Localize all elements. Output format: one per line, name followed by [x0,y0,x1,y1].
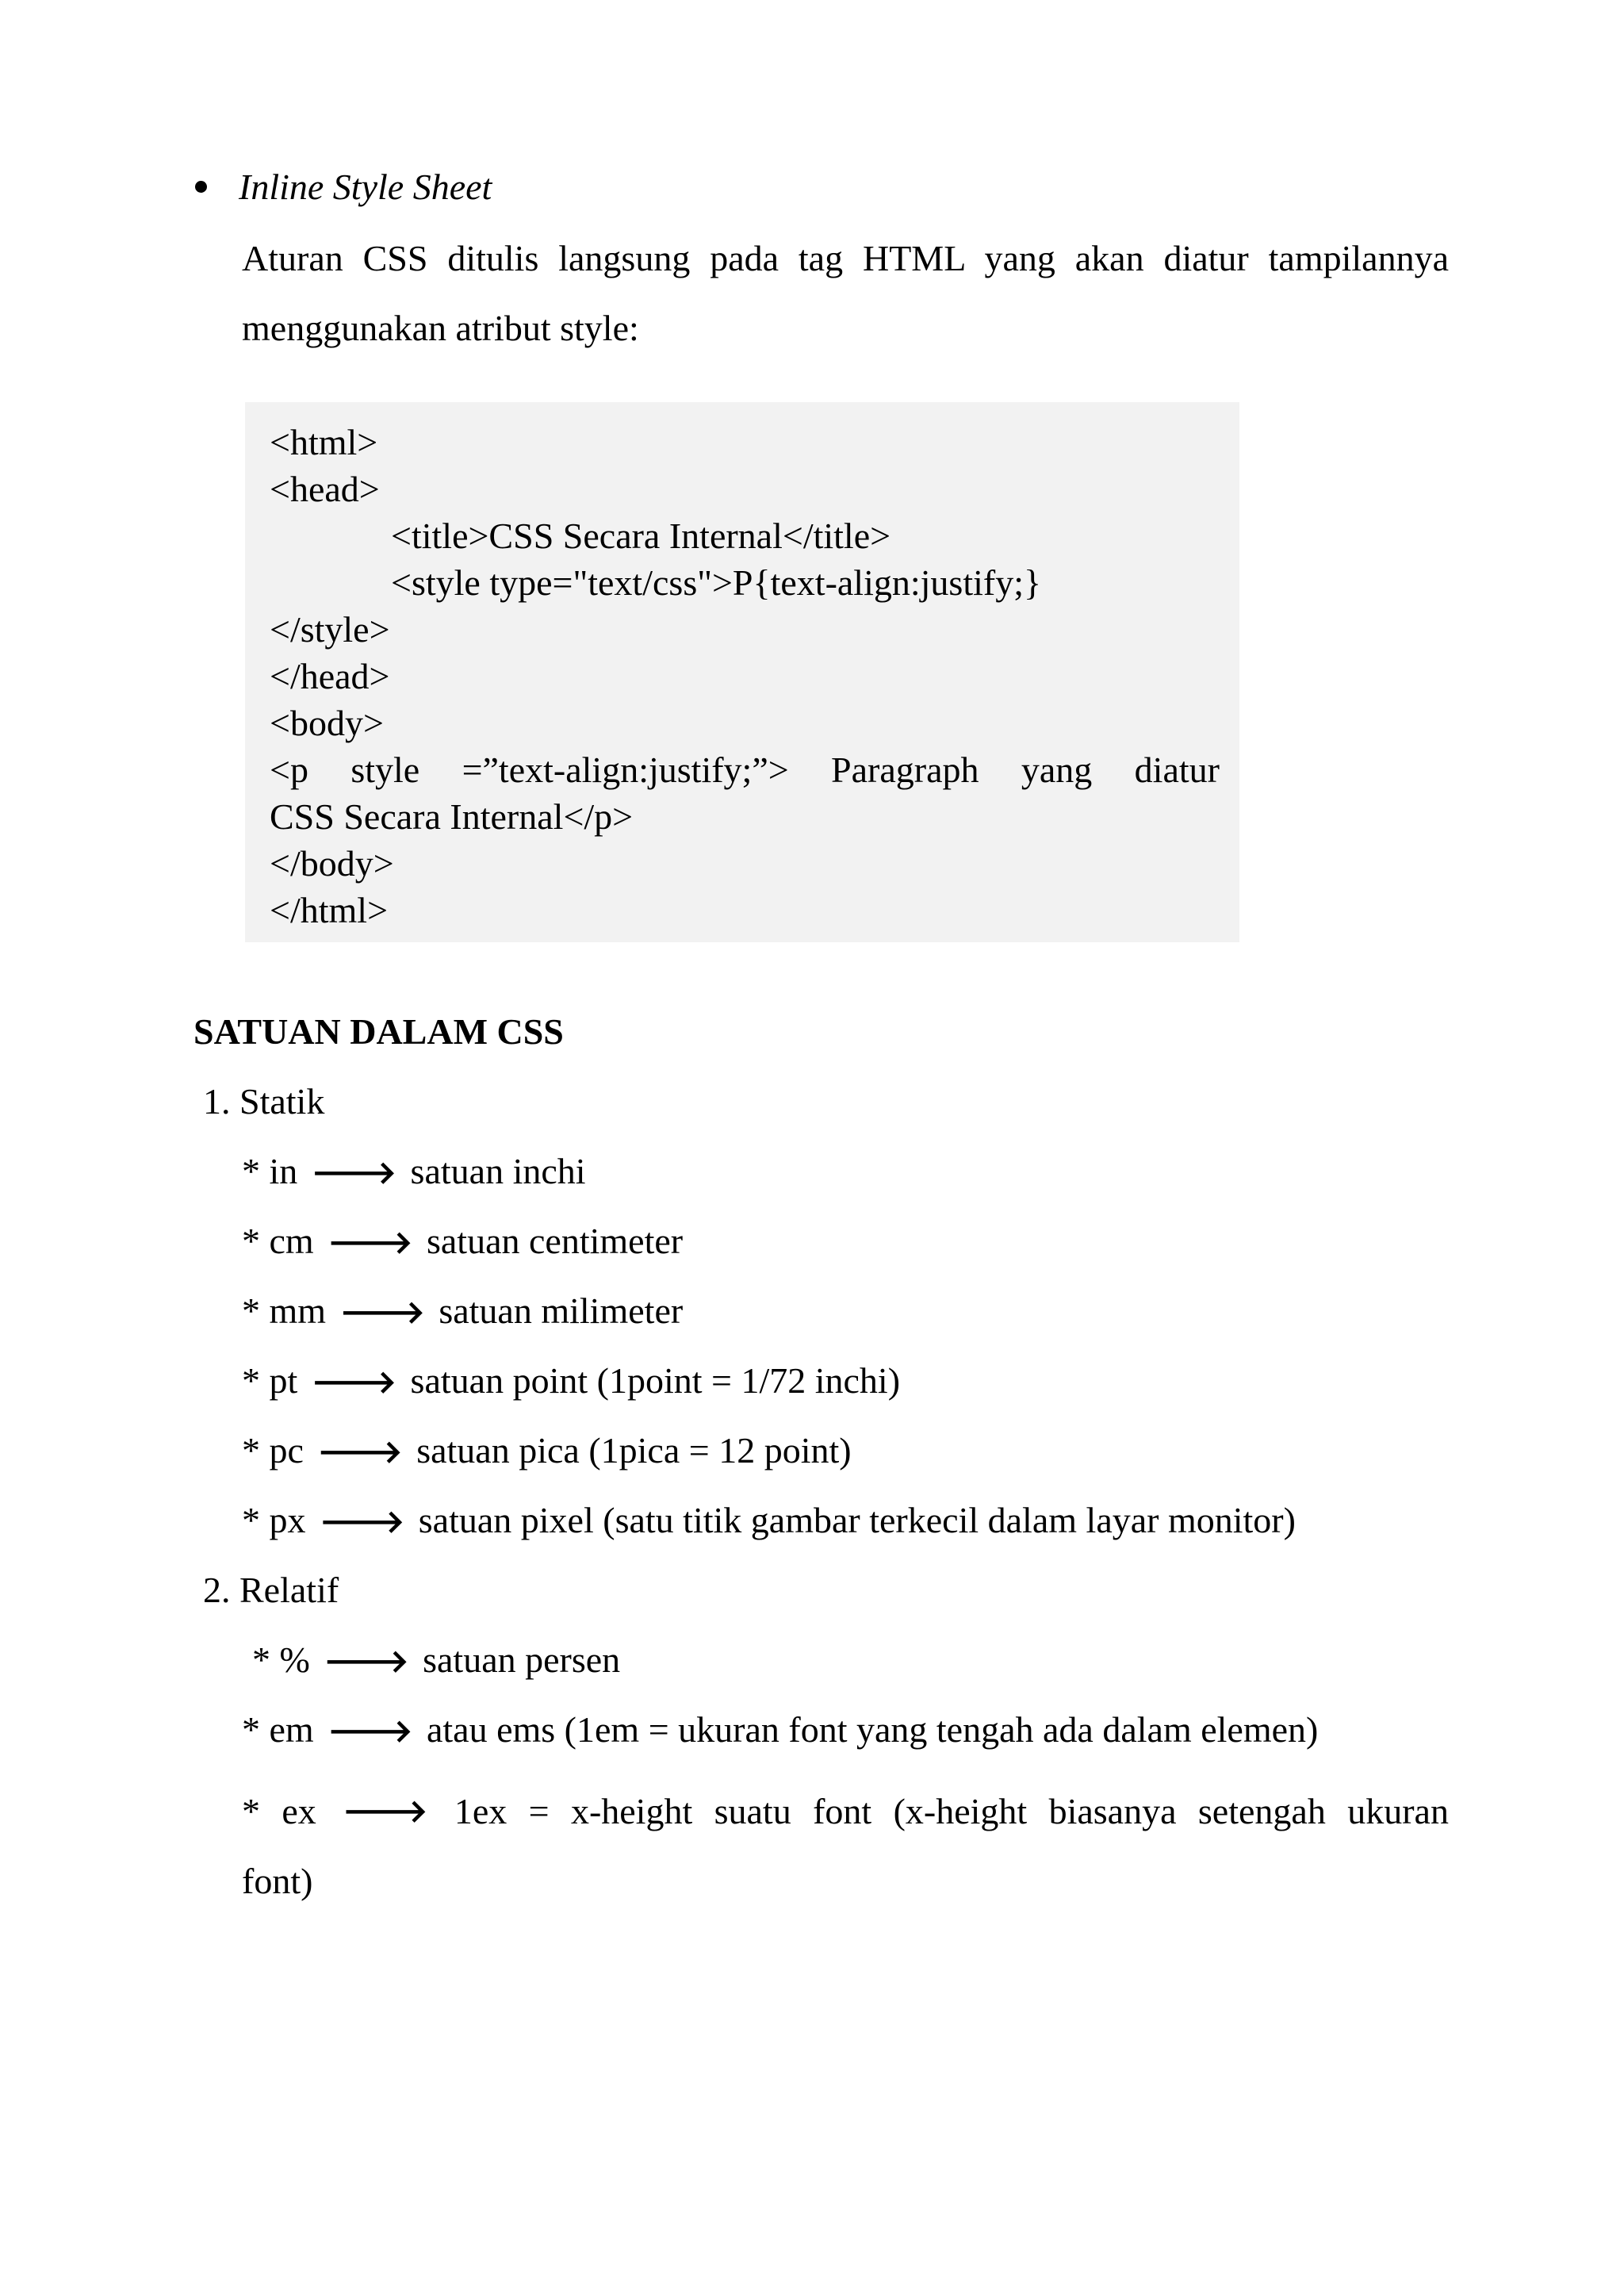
arrow-right-icon: 🡒 [324,1643,409,1680]
intro-paragraph: Aturan CSS ditulis langsung pada tag HTML yang akan diatur tampilannya menggunakan atribut style: [242,238,1449,348]
unit-name: * % [252,1639,310,1680]
ex-word: setengah [1197,1791,1326,1831]
ex-word: 1ex [454,1791,508,1831]
code-line: </head> [270,656,390,696]
code-line: </html> [270,890,389,930]
unit-ex-line [242,1777,1449,1846]
code-line: </style> [270,609,390,650]
unit-desc: satuan centimeter [426,1221,684,1261]
units-heading: SATUAN DALAM CSS [193,1011,564,1052]
code-word: <p [270,750,308,790]
unit-item [242,1704,1318,1758]
code-word: style [350,750,420,790]
unit-name: * pt [242,1360,298,1401]
ex-word: font [813,1791,872,1831]
code-word: yang [1021,750,1093,790]
unit-item [242,1145,586,1199]
code-word: =”text-align:justify;”> [462,750,789,790]
arrow-right-icon: 🡒 [339,1294,425,1331]
arrow-right-icon: 🡒 [343,1793,428,1830]
bullet-dot-icon [195,181,207,193]
arrow-right-icon: 🡒 [311,1155,397,1191]
unit-item [242,1215,683,1269]
unit-item [242,1424,852,1478]
relative-label: 2. Relatif [203,1570,339,1610]
code-line: <body> [270,703,384,743]
ex-word: biasanya [1048,1791,1177,1831]
section-title: Inline Style Sheet [239,166,492,207]
unit-item [242,1285,683,1339]
code-line: <style type="text/css">P{text-align:justify;} [391,562,1042,603]
code-line: </body> [270,843,394,884]
unit-desc: atau ems (1em = ukuran font yang tengah ada dalam elemen) [426,1709,1319,1750]
unit-item [242,1355,900,1409]
unit-ex-continuation: font) [242,1861,313,1901]
unit-desc: satuan milimeter [439,1290,684,1331]
ex-word: * [242,1791,260,1831]
code-word: Paragraph [831,750,979,790]
unit-desc: satuan inchi [410,1151,586,1191]
unit-item-ex [242,1777,1449,1916]
code-line: CSS Secara Internal</p> [270,796,634,837]
unit-desc: satuan pixel (satu titik gambar terkecil dalam layar monitor) [418,1500,1296,1540]
code-line: <title>CSS Secara Internal</title> [391,516,891,556]
ex-word: (x-height [893,1791,1028,1831]
unit-desc: satuan pica (1pica = 12 point) [416,1430,852,1471]
unit-name: * em [242,1709,314,1750]
ex-word: x-height [570,1791,693,1831]
ex-word: ex [282,1791,316,1831]
arrow-right-icon: 🡒 [311,1364,397,1401]
bullet-heading [195,163,492,210]
code-block [245,402,1239,942]
unit-item [252,1634,620,1688]
unit-name: * px [242,1500,306,1540]
arrow-right-icon: 🡒 [327,1713,413,1750]
unit-item [242,1494,1296,1548]
static-label: 1. Statik [203,1081,325,1122]
code-line-justified [270,746,1220,793]
arrow-right-icon: 🡒 [320,1504,405,1540]
unit-desc: satuan persen [423,1639,621,1680]
unit-desc: satuan point (1point = 1/72 inchi) [410,1360,901,1401]
ex-word: = [528,1791,550,1831]
code-line: <html> [270,422,378,462]
code-line: <head> [270,469,380,509]
arrow-right-icon: 🡒 [317,1434,403,1471]
ex-word: ukuran [1347,1791,1449,1831]
unit-name: * cm [242,1221,314,1261]
code-word: diatur [1134,750,1220,790]
arrow-right-icon: 🡒 [327,1225,413,1261]
ex-word: suatu [714,1791,791,1831]
unit-name: * mm [242,1290,327,1331]
unit-name: * pc [242,1430,304,1471]
unit-name: * in [242,1151,298,1191]
